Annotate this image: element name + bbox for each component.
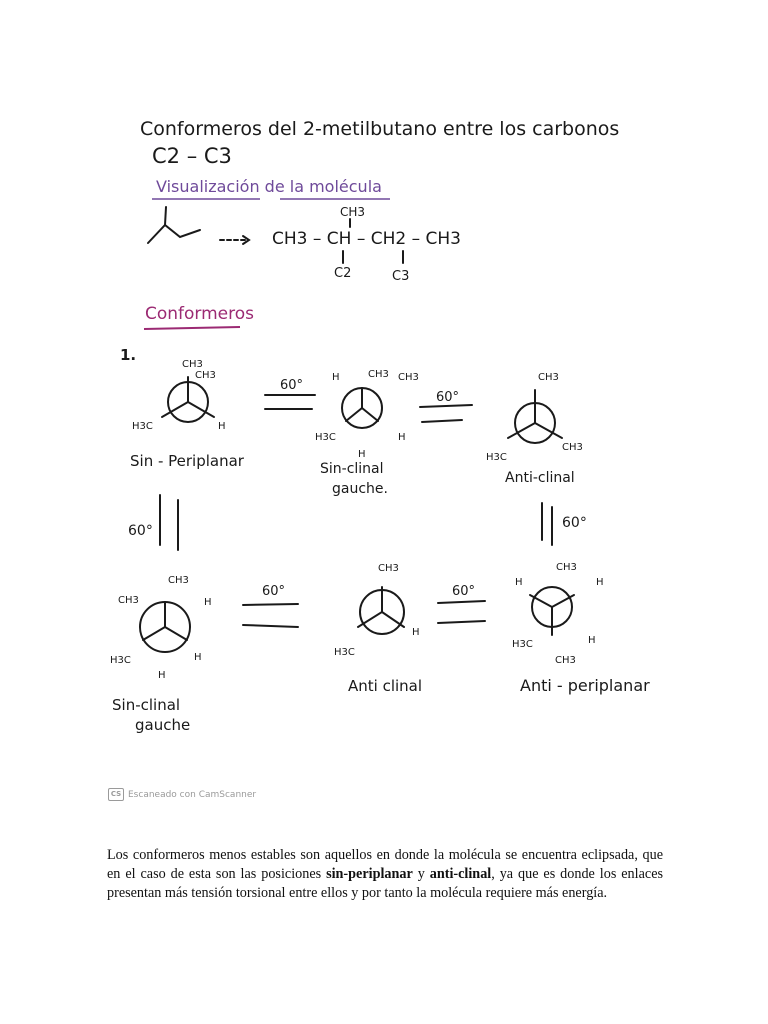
newman-anti-clinal-top xyxy=(486,372,583,486)
arrow-forward xyxy=(243,625,298,627)
arrow-back xyxy=(422,420,462,422)
arrow-back xyxy=(438,601,485,603)
newman-anti-clinal-bottom xyxy=(334,563,422,695)
skeletal-branch xyxy=(165,207,166,225)
svg-text:H: H xyxy=(398,432,406,443)
svg-text:CH3: CH3 xyxy=(182,359,203,370)
rotation-label: 60° xyxy=(562,515,587,531)
camscanner-logo-icon: CS xyxy=(108,788,124,801)
svg-text:CH3: CH3 xyxy=(195,370,216,381)
label-anti-periplanar: Anti - periplanar xyxy=(520,676,650,695)
svg-text:CH3: CH3 xyxy=(398,372,419,383)
svg-text:CH3: CH3 xyxy=(555,655,576,666)
label-gauche-bottom: gauche xyxy=(135,716,191,734)
bold-sin-periplanar: sin-periplanar xyxy=(326,866,413,882)
svg-text:H: H xyxy=(412,627,420,638)
label-gauche-top: gauche. xyxy=(332,481,388,497)
svg-text:H3C: H3C xyxy=(110,655,131,666)
label-anti-clinal-top: Anti-clinal xyxy=(505,470,575,486)
svg-text:H: H xyxy=(204,597,212,608)
svg-text:CH3: CH3 xyxy=(378,563,399,574)
svg-text:H3C: H3C xyxy=(486,452,507,463)
svg-text:CH3: CH3 xyxy=(368,369,389,380)
svg-text:H: H xyxy=(358,449,366,460)
label-sin-clinal-top: Sin-clinal xyxy=(320,461,384,477)
rotation-label: 60° xyxy=(452,584,476,599)
arrow-back xyxy=(243,604,298,605)
arrow-forward xyxy=(438,621,485,623)
item-number: 1. xyxy=(120,346,137,364)
svg-text:H: H xyxy=(588,635,596,646)
conformers-heading: Conformeros xyxy=(145,304,255,324)
formula-branch: CH3 xyxy=(340,205,366,219)
scanned-handwritten-notes xyxy=(100,95,670,810)
formula-main: CH3 – CH – CH2 – CH3 xyxy=(272,229,461,249)
title-line2: C2 – C3 xyxy=(152,144,232,168)
watermark-text: Escaneado con CamScanner xyxy=(128,789,257,800)
bold-anti-clinal: anti-clinal xyxy=(429,866,492,882)
conformers-underline xyxy=(144,327,240,329)
svg-text:H3C: H3C xyxy=(132,421,153,432)
newman-sin-clinal-gauche-bottom xyxy=(110,575,212,734)
label-sin-clinal-bottom: Sin-clinal xyxy=(112,696,181,714)
svg-text:H: H xyxy=(158,670,166,681)
svg-text:H: H xyxy=(515,577,523,588)
c3-label: C3 xyxy=(392,269,410,284)
rotation-label: 60° xyxy=(128,523,153,539)
camscanner-watermark xyxy=(108,788,256,801)
svg-text:CH3: CH3 xyxy=(168,575,189,586)
svg-text:CH3: CH3 xyxy=(538,372,559,383)
svg-text:H: H xyxy=(596,577,604,588)
body-paragraph: Los conformeros menos estables son aquellos en donde la molécula se encuentra eclipsada, que en el caso de esta son las posiciones sin-periplanar y anti-clinal, ya que es donde los enlaces presentan más tensión torsional entre ellos y por tanto la molécula requiere más energía. xyxy=(107,847,664,901)
svg-text:CH3: CH3 xyxy=(562,442,583,453)
svg-text:H: H xyxy=(194,652,202,663)
handwritten-diagram xyxy=(100,95,670,810)
svg-text:H: H xyxy=(332,372,340,383)
svg-text:H: H xyxy=(218,421,226,432)
svg-text:H3C: H3C xyxy=(315,432,336,443)
svg-text:CH3: CH3 xyxy=(556,562,577,573)
rotation-label: 60° xyxy=(262,584,286,599)
skeletal-formula xyxy=(148,225,200,243)
label-anti-clinal-bottom: Anti clinal xyxy=(348,677,423,695)
label-sin-periplanar: Sin - Periplanar xyxy=(130,452,244,470)
rotation-label: 60° xyxy=(280,378,304,393)
newman-sin-periplanar xyxy=(130,359,245,470)
svg-text:H3C: H3C xyxy=(334,647,355,658)
title-line1: Conformeros del 2-metilbutano entre los carbonos xyxy=(140,118,620,140)
rotation-label: 60° xyxy=(436,390,460,405)
newman-sin-clinal-gauche-top xyxy=(315,369,419,497)
c2-label: C2 xyxy=(334,266,352,281)
svg-text:CH3: CH3 xyxy=(118,595,139,606)
newman-anti-periplanar xyxy=(512,562,650,695)
visualization-heading: Visualización de la molécula xyxy=(156,177,382,196)
arrow-forward xyxy=(420,405,472,407)
svg-text:H3C: H3C xyxy=(512,639,533,650)
